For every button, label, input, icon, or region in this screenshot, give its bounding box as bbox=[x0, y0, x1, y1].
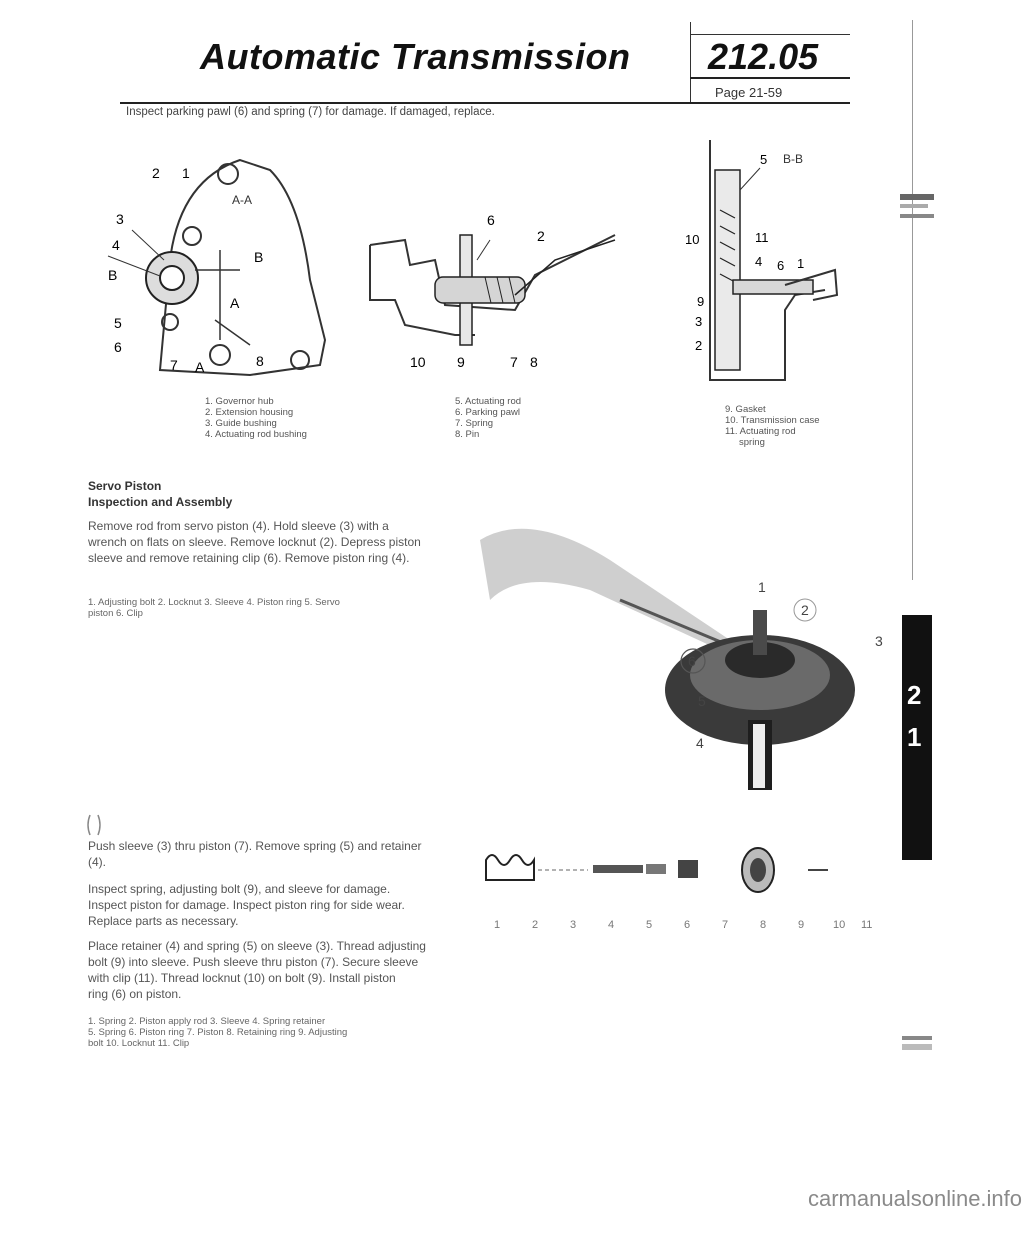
margin-scan-artifact bbox=[900, 1030, 940, 1060]
part-number: 1 bbox=[494, 919, 501, 931]
svg-text:8: 8 bbox=[530, 354, 538, 370]
parking-pawl-section-diagram bbox=[365, 205, 620, 375]
svg-text:2: 2 bbox=[695, 338, 703, 353]
text-line: (4). bbox=[88, 855, 106, 869]
text-line: Remove rod from servo piston (4). Hold sleeve (3) with a bbox=[88, 519, 389, 533]
callout-b: B bbox=[108, 267, 118, 283]
photo-callout: 3 bbox=[875, 633, 883, 649]
header-rule bbox=[690, 77, 850, 79]
governor-housing-diagram bbox=[100, 140, 340, 385]
photo-callout: 6 bbox=[688, 653, 696, 669]
caption-list-left bbox=[205, 396, 307, 440]
caption-list-right bbox=[725, 404, 820, 448]
svg-text:7: 7 bbox=[510, 354, 518, 370]
photo-callout: 5 bbox=[698, 693, 706, 709]
callout-a: A bbox=[230, 295, 240, 311]
part-number: 7 bbox=[722, 919, 729, 931]
svg-text:9: 9 bbox=[457, 354, 465, 370]
callout-a: A bbox=[195, 359, 205, 375]
svg-text:2: 2 bbox=[537, 228, 545, 244]
text-line: Inspect piston for damage. Inspect piston ring for side wear. bbox=[88, 898, 405, 912]
servo-subtitle: Inspection and Assembly bbox=[88, 495, 233, 509]
actuating-rod-section-diagram bbox=[685, 130, 845, 390]
page-number: Page 21-59 bbox=[715, 85, 783, 100]
caption-item: 3. Guide bushing bbox=[205, 418, 277, 429]
text-line: sleeve and remove retaining clip (6). Remove piston ring (4). bbox=[88, 551, 410, 565]
callout-3: 3 bbox=[116, 211, 124, 227]
svg-text:11: 11 bbox=[755, 230, 769, 245]
assembly-paragraph-1 bbox=[88, 838, 422, 870]
part-number: 10 bbox=[833, 919, 846, 931]
caption-item: 4. Actuating rod bushing bbox=[205, 429, 307, 440]
svg-text:1: 1 bbox=[797, 256, 805, 271]
tab-digit: 1 bbox=[907, 722, 922, 752]
svg-text:10: 10 bbox=[410, 354, 426, 370]
photo-callout: 1 bbox=[758, 579, 766, 595]
header-rule bbox=[690, 34, 850, 35]
caption-item: 9. Gasket bbox=[725, 404, 766, 415]
header-rule bbox=[120, 102, 850, 104]
caption-item: 11. Actuating rod bbox=[725, 426, 796, 437]
text-line: with clip (11). Thread locknut (10) on bolt (9). Install piston bbox=[88, 971, 396, 985]
text-line: ring (6) on piston. bbox=[88, 987, 182, 1001]
callout-7: 7 bbox=[170, 357, 178, 373]
part-number: 5 bbox=[646, 919, 653, 931]
caption-list-middle bbox=[455, 396, 521, 440]
caption-item: 1. Governor hub bbox=[205, 396, 274, 407]
section-code: 212.05 bbox=[708, 36, 819, 77]
text-line: 5. Spring 6. Piston ring 7. Piston 8. Retaining ring 9. Adjusting bbox=[88, 1027, 348, 1038]
callout-2: 2 bbox=[152, 165, 160, 181]
assembly-legend bbox=[88, 1016, 347, 1049]
caption-item: spring bbox=[739, 437, 765, 448]
callout-4: 4 bbox=[112, 237, 120, 253]
caption-item: 6. Parking pawl bbox=[455, 407, 520, 418]
assembly-paragraph-3 bbox=[88, 938, 426, 1002]
servo-piston-photo bbox=[470, 500, 890, 795]
photo-callout: 2 bbox=[801, 602, 809, 618]
part-number: 11 bbox=[861, 919, 873, 931]
part-number: 4 bbox=[608, 919, 615, 931]
text-line: Replace parts as necessary. bbox=[88, 914, 239, 928]
tab-digit: 2 bbox=[907, 680, 922, 710]
callout-8: 8 bbox=[256, 353, 264, 369]
text-line: Inspect spring, adjusting bolt (9), and sleeve for damage. bbox=[88, 882, 391, 896]
svg-text:6: 6 bbox=[777, 258, 785, 273]
text-line: bolt 10. Locknut 11. Clip bbox=[88, 1038, 190, 1049]
text-line: 1. Adjusting bolt 2. Locknut 3. Sleeve 4. Piston ring 5. Servo bbox=[88, 597, 340, 608]
margin-rule bbox=[912, 20, 913, 580]
margin-scan-artifact bbox=[898, 190, 938, 250]
servo-exploded-view bbox=[478, 830, 878, 940]
text-line: Push sleeve (3) thru piston (7). Remove spring (5) and retainer bbox=[88, 839, 422, 853]
callout-1: 1 bbox=[182, 165, 190, 181]
svg-text:10: 10 bbox=[685, 232, 700, 247]
callout-b: B bbox=[254, 249, 264, 265]
margin-mark bbox=[84, 810, 104, 840]
servo-legend bbox=[88, 597, 340, 619]
text-line: piston 6. Clip bbox=[88, 608, 143, 619]
servo-paragraph bbox=[88, 518, 421, 566]
text-line: wrench on flats on sleeve. Remove locknut (2). Depress piston bbox=[88, 535, 421, 549]
intro-text: Inspect parking pawl (6) and spring (7) for damage. If damaged, replace. bbox=[126, 106, 495, 118]
callout-5: 5 bbox=[114, 315, 122, 331]
part-number: 2 bbox=[532, 919, 539, 931]
part-number: 9 bbox=[798, 919, 805, 931]
svg-text:9: 9 bbox=[697, 294, 705, 309]
watermark: carmanualsonline.info bbox=[808, 1186, 1022, 1211]
caption-item: 7. Spring bbox=[455, 418, 494, 429]
caption-item: 5. Actuating rod bbox=[455, 396, 522, 407]
svg-text:6: 6 bbox=[487, 212, 495, 228]
text-line: Place retainer (4) and spring (5) on sleeve (3). Thread adjusting bbox=[88, 939, 426, 953]
part-number: 6 bbox=[684, 919, 691, 931]
svg-text:5: 5 bbox=[760, 152, 768, 167]
caption-item: 8. Pin bbox=[455, 429, 480, 440]
svg-text:3: 3 bbox=[695, 314, 703, 329]
svg-text:4: 4 bbox=[755, 254, 763, 269]
section-heading bbox=[88, 478, 232, 510]
caption-item: 10. Transmission case bbox=[725, 415, 820, 426]
section-label-bb: B-B bbox=[783, 152, 804, 166]
text-line: bolt (9) into sleeve. Push sleeve thru piston (7). Secure sleeve bbox=[88, 955, 419, 969]
header-title: Automatic Transmission bbox=[200, 36, 631, 77]
part-number: 8 bbox=[760, 919, 767, 931]
assembly-paragraph-2 bbox=[88, 881, 405, 929]
caption-item: 2. Extension housing bbox=[205, 407, 294, 418]
photo-callout: 4 bbox=[696, 735, 704, 751]
text-line: 1. Spring 2. Piston apply rod 3. Sleeve 4. Spring retainer bbox=[88, 1016, 326, 1027]
part-number: 3 bbox=[570, 919, 577, 931]
section-label-aa: A-A bbox=[232, 193, 253, 207]
callout-6: 6 bbox=[114, 339, 122, 355]
servo-title: Servo Piston bbox=[88, 479, 162, 493]
